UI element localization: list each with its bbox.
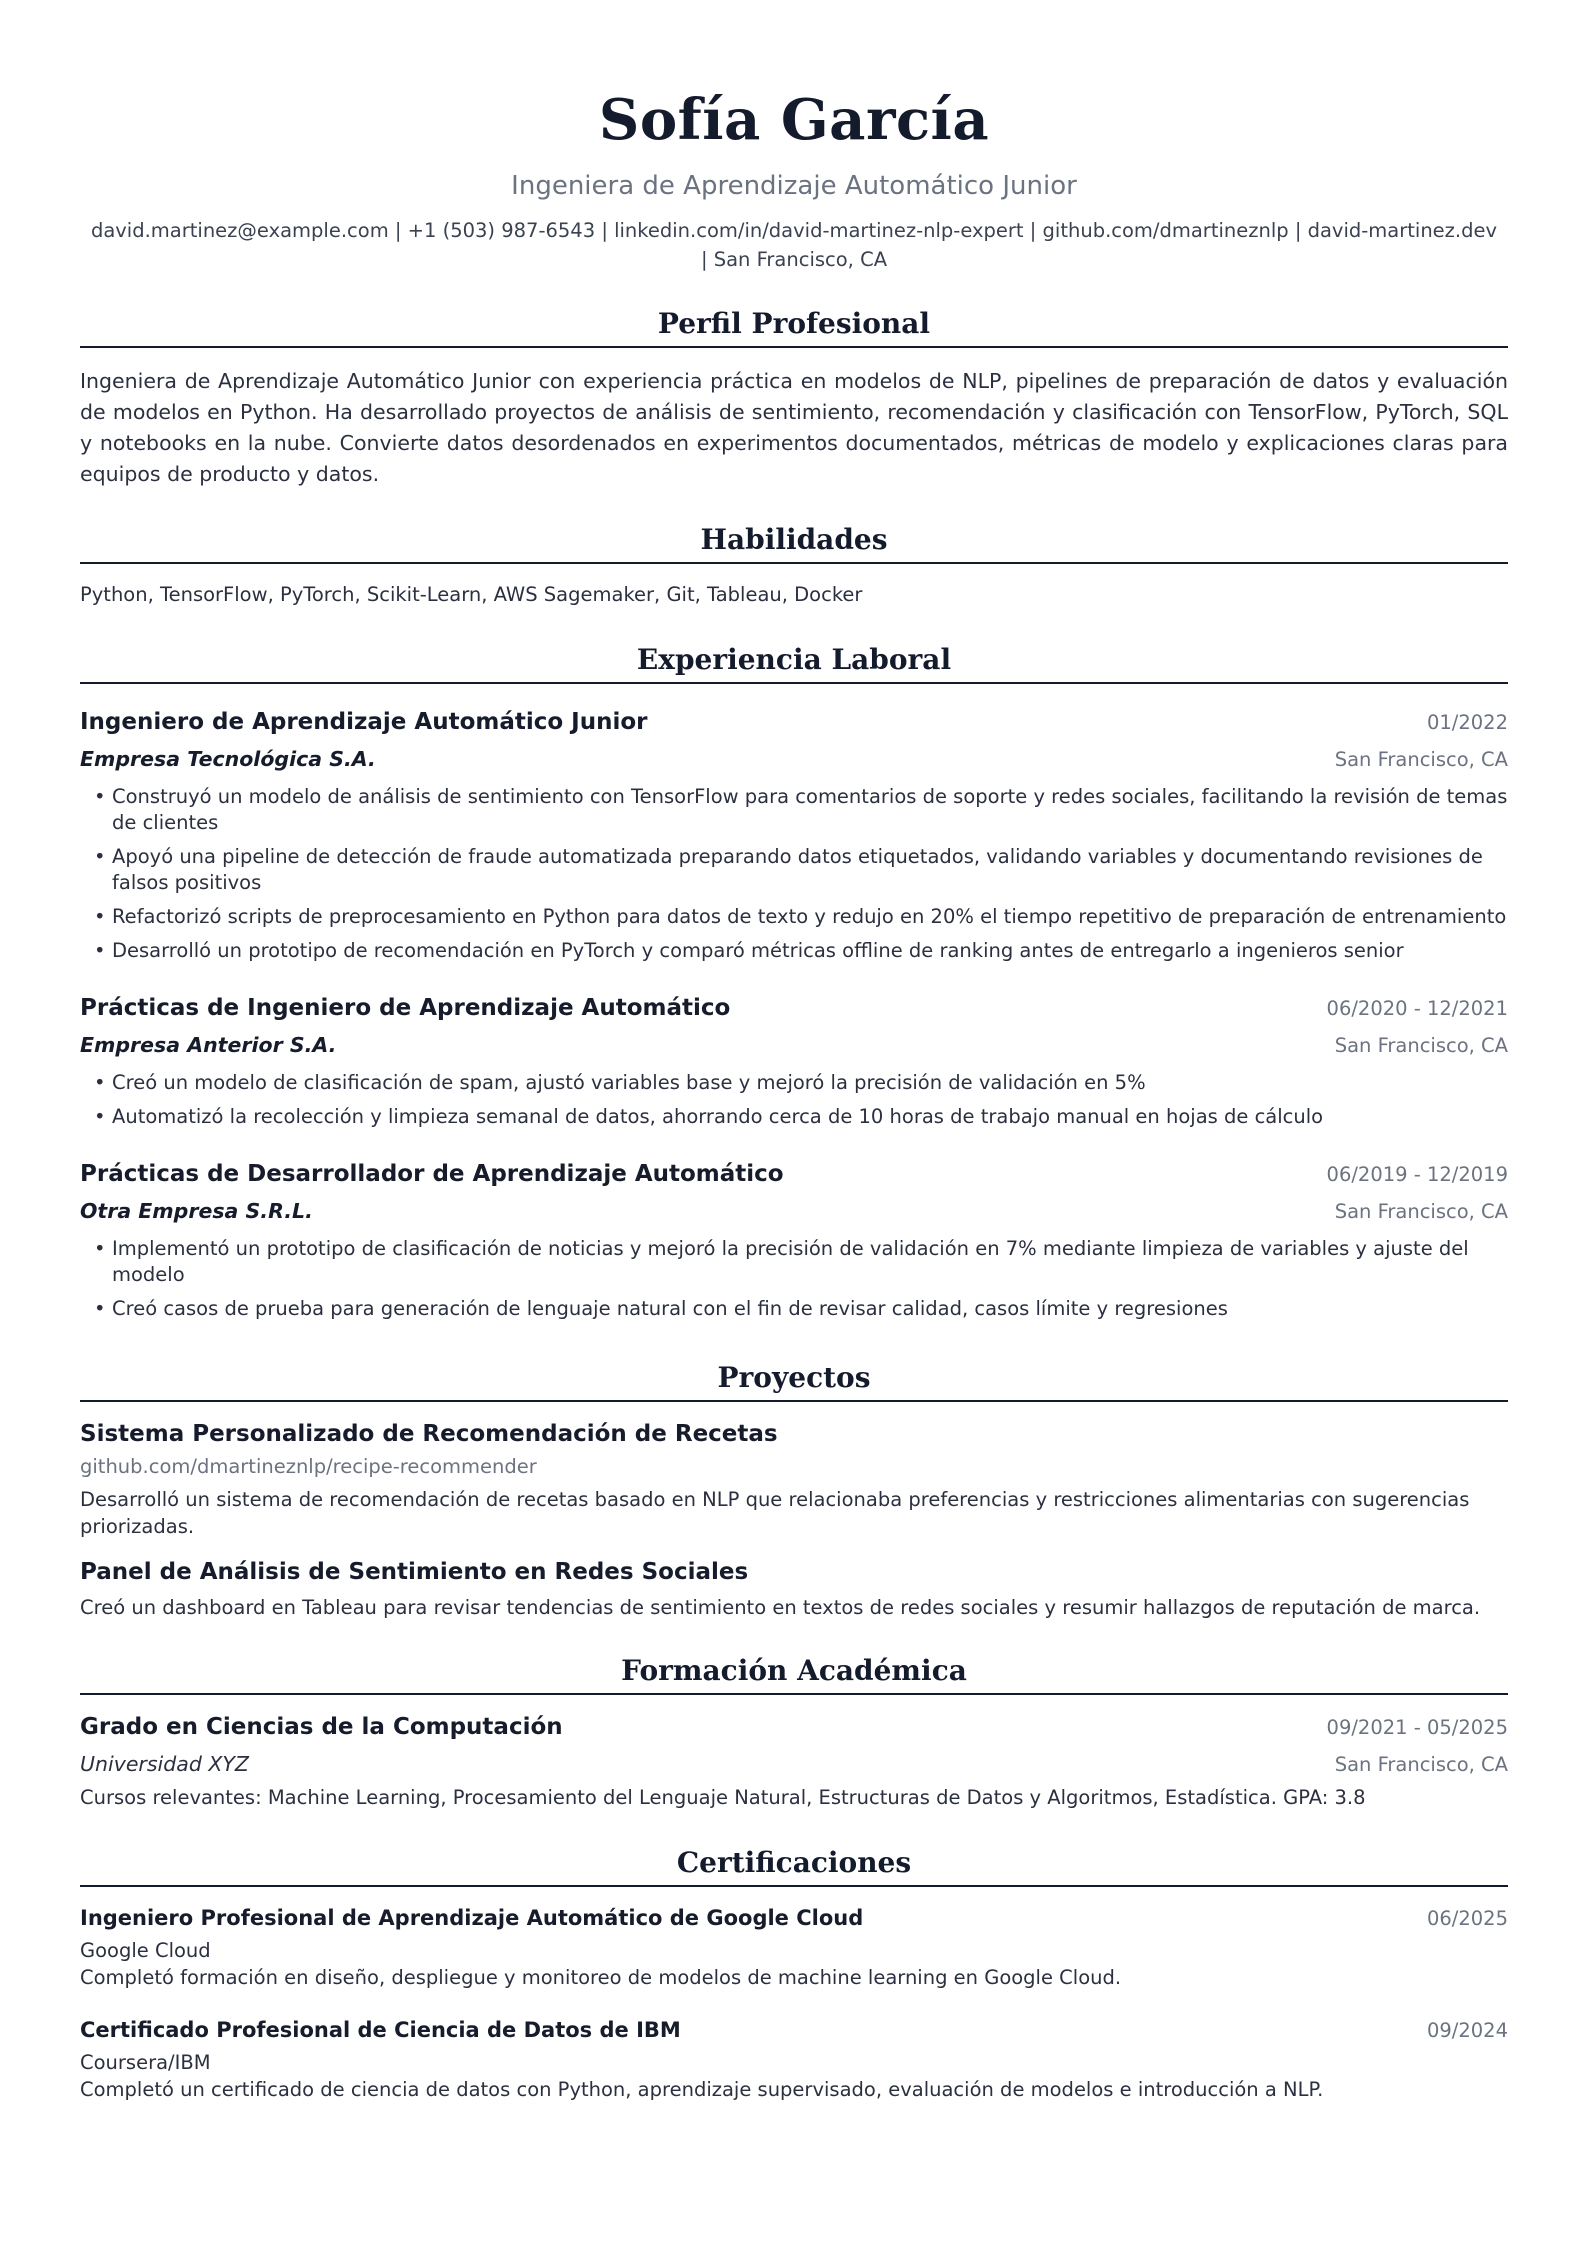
section-heading-projects: Proyectos xyxy=(80,1358,1508,1402)
bullet-text: Implementó un prototipo de clasificación de noticias y mejoró la precisión de validación en 7% mediante limpieza de variables y ajuste del modelo xyxy=(112,1237,1469,1286)
job-bullet xyxy=(80,904,1508,930)
bullet-text: Automatizó la recolección y limpieza semanal de datos, ahorrando cerca de 10 horas de trabajo manual en hojas de cálculo xyxy=(112,1105,1324,1128)
projects-section xyxy=(80,1358,1508,1621)
section-heading-skills: Habilidades xyxy=(80,520,1508,564)
certification-title: Ingeniero Profesional de Aprendizaje Automático de Google Cloud xyxy=(80,1906,864,1930)
skills-section xyxy=(80,520,1508,610)
job-location: San Francisco, CA xyxy=(1334,1034,1508,1057)
bullet-text: Apoyó una pipeline de detección de fraude automatizada preparando datos etiquetados, validando variables y documentando revisiones de falsos positivos xyxy=(112,845,1483,894)
project-title: Sistema Personalizado de Recomendación de Recetas xyxy=(80,1421,778,1447)
bullet-text: Refactorizó scripts de preprocesamiento en Python para datos de texto y redujo en 20% el tiempo repetitivo de preparación de entrenamiento xyxy=(112,905,1507,928)
job-bullets xyxy=(80,1070,1508,1130)
education-details: Cursos relevantes: Machine Learning, Procesamiento del Lenguaje Natural, Estructuras de Datos y Algoritmos, Estadística. GPA: 3.8 xyxy=(80,1786,1366,1809)
experience-section xyxy=(80,640,1508,1322)
project-description: Creó un dashboard en Tableau para revisar tendencias de sentimiento en textos de redes sociales y resumir hallazgos de reputación de marca. xyxy=(80,1596,1481,1619)
bullet-text: Desarrolló un prototipo de recomendación en PyTorch y comparó métricas offline de ranking antes de entregarlo a ingenieros senior xyxy=(112,939,1404,962)
job-location: San Francisco, CA xyxy=(1334,1200,1508,1223)
certification-issuer: Google Cloud xyxy=(80,1939,211,1962)
section-heading-profile: Perfil Profesional xyxy=(80,304,1508,348)
job-title: Prácticas de Desarrollador de Aprendizaje Automático xyxy=(80,1161,784,1187)
section-heading-education: Formación Académica xyxy=(80,1651,1508,1695)
job-company: Otra Empresa S.R.L. xyxy=(80,1199,313,1223)
bullet-icon: • xyxy=(94,939,106,962)
project-description: Desarrolló un sistema de recomendación de recetas basado en NLP que relacionaba preferencias y restricciones alimentarias con sugerencias priorizadas. xyxy=(80,1488,1470,1538)
bullet-icon: • xyxy=(94,1297,106,1320)
school-name: Universidad XYZ xyxy=(80,1752,249,1776)
job-entry xyxy=(80,704,1508,964)
job-date: 06/2020 - 12/2021 xyxy=(1326,997,1508,1020)
project-entry xyxy=(80,1554,1508,1621)
job-date: 01/2022 xyxy=(1426,711,1508,734)
job-title: Prácticas de Ingeniero de Aprendizaje Automático xyxy=(80,995,731,1021)
bullet-icon: • xyxy=(94,785,106,808)
job-bullets xyxy=(80,1236,1508,1322)
job-location: San Francisco, CA xyxy=(1334,748,1508,771)
section-heading-certifications: Certificaciones xyxy=(80,1843,1508,1887)
certification-entry xyxy=(80,2013,1508,2103)
project-title: Panel de Análisis de Sentimiento en Redes Sociales xyxy=(80,1559,749,1585)
bullet-text: Creó casos de prueba para generación de lenguaje natural con el fin de revisar calidad, casos límite y regresiones xyxy=(112,1297,1228,1320)
school-location: San Francisco, CA xyxy=(1334,1753,1508,1776)
job-company: Empresa Tecnológica S.A. xyxy=(80,747,376,771)
job-entry xyxy=(80,1156,1508,1322)
job-bullet xyxy=(80,938,1508,964)
job-bullet xyxy=(80,844,1508,896)
bullet-icon: • xyxy=(94,845,106,868)
certification-date: 09/2024 xyxy=(1426,2019,1508,2042)
bullet-icon: • xyxy=(94,905,106,928)
certification-description: Completó un certificado de ciencia de datos con Python, aprendizaje supervisado, evaluación de modelos e introducción a NLP. xyxy=(80,2078,1324,2101)
job-company: Empresa Anterior S.A. xyxy=(80,1033,337,1057)
skills-list: Python, TensorFlow, PyTorch, Scikit-Learn, AWS Sagemaker, Git, Tableau, Docker xyxy=(80,583,863,606)
certification-description: Completó formación en diseño, despliegue y monitoreo de modelos de machine learning en Google Cloud. xyxy=(80,1966,1122,1989)
job-date: 06/2019 - 12/2019 xyxy=(1326,1163,1508,1186)
education-date: 09/2021 - 05/2025 xyxy=(1326,1716,1508,1739)
certification-entry xyxy=(80,1901,1508,1991)
project-link[interactable]: github.com/dmartineznlp/recipe-recommender xyxy=(80,1455,537,1478)
degree-title: Grado en Ciencias de la Computación xyxy=(80,1714,563,1740)
job-bullet xyxy=(80,784,1508,836)
profile-summary: Ingeniera de Aprendizaje Automático Junior con experiencia práctica en modelos de NLP, pipelines de preparación de datos y evaluación de modelos en Python. Ha desarrollado proyectos de análisis de sentimiento, recomendación y clasificación con TensorFlow, PyTorch, SQL y notebooks en la nube. Convierte datos desordenados en experimentos documentados, métricas de modelo y explicaciones claras para equipos de producto y datos. xyxy=(80,369,1508,486)
certification-issuer: Coursera/IBM xyxy=(80,2051,211,2074)
certification-title: Certificado Profesional de Ciencia de Datos de IBM xyxy=(80,2018,681,2042)
education-section xyxy=(80,1651,1508,1813)
bullet-icon: • xyxy=(94,1071,106,1094)
job-bullet xyxy=(80,1070,1508,1096)
certification-date: 06/2025 xyxy=(1426,1907,1508,1930)
candidate-name: Sofía García xyxy=(598,87,990,153)
bullet-text: Construyó un modelo de análisis de sentimiento con TensorFlow para comentarios de soporte y redes sociales, facilitando la revisión de temas de clientes xyxy=(112,785,1508,834)
candidate-title: Ingeniera de Aprendizaje Automático Junior xyxy=(511,171,1077,201)
job-bullet xyxy=(80,1236,1508,1288)
bullet-icon: • xyxy=(94,1237,106,1260)
bullet-text: Creó un modelo de clasificación de spam, ajustó variables base y mejoró la precisión de validación en 5% xyxy=(112,1071,1146,1094)
job-bullets xyxy=(80,784,1508,964)
project-entry xyxy=(80,1416,1508,1540)
job-bullet xyxy=(80,1296,1508,1322)
contact-line: david.martinez@example.com | +1 (503) 987-6543 | linkedin.com/in/david-martinez-nlp-expert | github.com/dmartineznlp | david-martinez.dev | San Francisco, CA xyxy=(90,219,1498,271)
profile-section xyxy=(80,304,1508,490)
job-entry xyxy=(80,990,1508,1130)
bullet-icon: • xyxy=(94,1105,106,1128)
job-bullet xyxy=(80,1104,1508,1130)
education-entry xyxy=(80,1709,1508,1813)
certifications-section xyxy=(80,1843,1508,2103)
job-title: Ingeniero de Aprendizaje Automático Junior xyxy=(80,709,648,735)
section-heading-experience: Experiencia Laboral xyxy=(80,640,1508,684)
